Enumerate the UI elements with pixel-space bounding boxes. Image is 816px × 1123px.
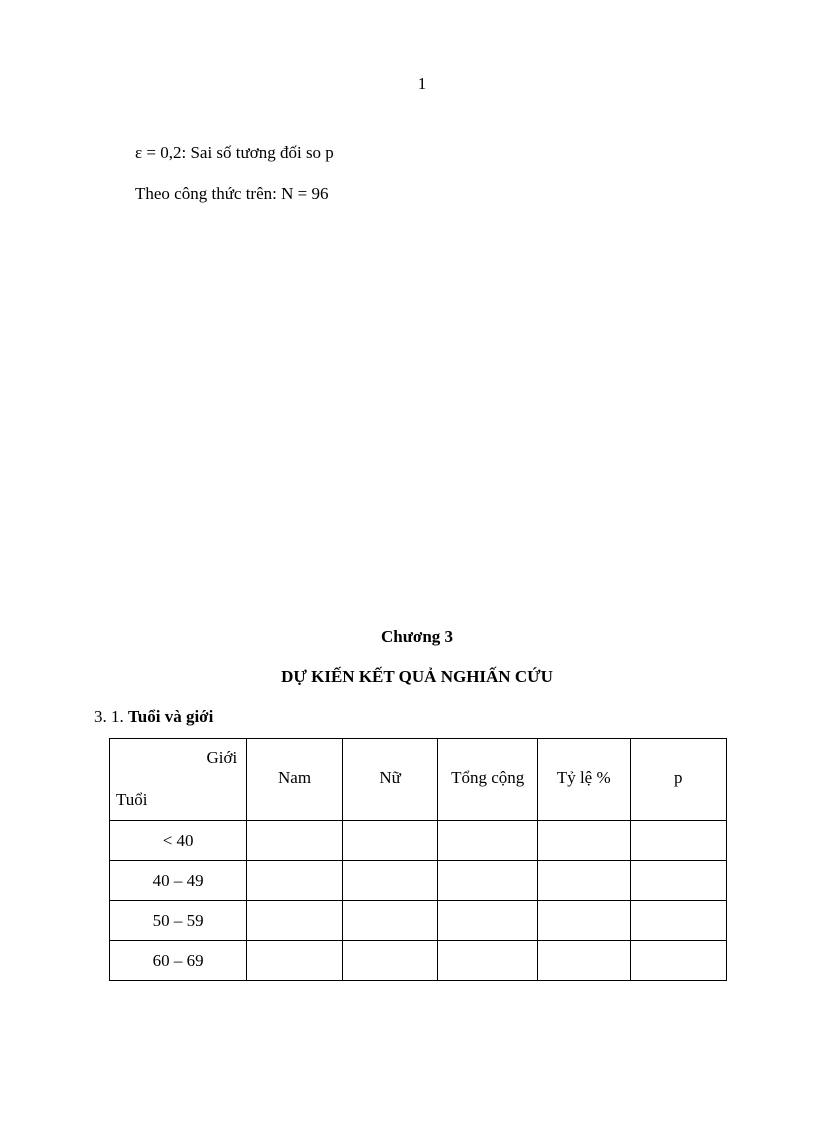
age-gender-table — [109, 738, 727, 981]
table-cell — [630, 901, 727, 941]
row-label: 40 – 49 — [110, 861, 247, 901]
epsilon-definition: ε = 0,2: Sai số tương đối so p — [135, 143, 334, 162]
column-header-label: Nam — [278, 767, 312, 787]
table-cell — [438, 941, 538, 981]
table-corner-cell — [110, 739, 247, 821]
column-header-label: p — [674, 767, 683, 787]
chapter-title: DỰ KIẾN KẾT QUẢ NGHIẤN CỨU — [281, 667, 553, 686]
table-cell — [342, 941, 438, 981]
table-cell — [342, 901, 438, 941]
table-cell — [537, 941, 630, 981]
section-heading — [94, 707, 213, 727]
table-row — [110, 901, 727, 941]
row-label: 50 – 59 — [110, 901, 247, 941]
column-header-label: Nữ — [379, 767, 401, 787]
row-label: < 40 — [110, 821, 247, 861]
table-cell — [342, 821, 438, 861]
table-cell — [438, 821, 538, 861]
column-header — [342, 739, 438, 821]
table-row — [110, 941, 727, 981]
table-cell — [438, 861, 538, 901]
table-cell — [630, 861, 727, 901]
section-title: Tuổi và giới — [128, 707, 214, 726]
table-cell — [537, 861, 630, 901]
column-header — [630, 739, 727, 821]
column-header — [438, 739, 538, 821]
table-cell — [537, 821, 630, 861]
section-prefix: 3. 1. — [94, 707, 124, 726]
corner-label-age: Tuổi — [116, 790, 148, 809]
column-header-label: Tổng cộng — [451, 767, 525, 787]
table-header-row — [110, 739, 727, 821]
table-cell — [247, 861, 343, 901]
formula-result: Theo công thức trên: N = 96 — [135, 184, 329, 203]
table-row — [110, 821, 727, 861]
table-cell — [247, 941, 343, 981]
chapter-number: Chương 3 — [380, 627, 454, 646]
table-cell — [438, 901, 538, 941]
table-row — [110, 861, 727, 901]
column-header — [247, 739, 343, 821]
column-header-label: Tỷ lệ % — [556, 767, 611, 787]
page-number: 1 — [417, 74, 427, 93]
table-cell — [630, 821, 727, 861]
table-cell — [342, 861, 438, 901]
table-cell — [247, 901, 343, 941]
table-cell — [537, 901, 630, 941]
row-label: 60 – 69 — [110, 941, 247, 981]
column-header — [537, 739, 630, 821]
corner-label-gender: Giới — [206, 748, 238, 767]
table-cell — [630, 941, 727, 981]
table-cell — [247, 821, 343, 861]
